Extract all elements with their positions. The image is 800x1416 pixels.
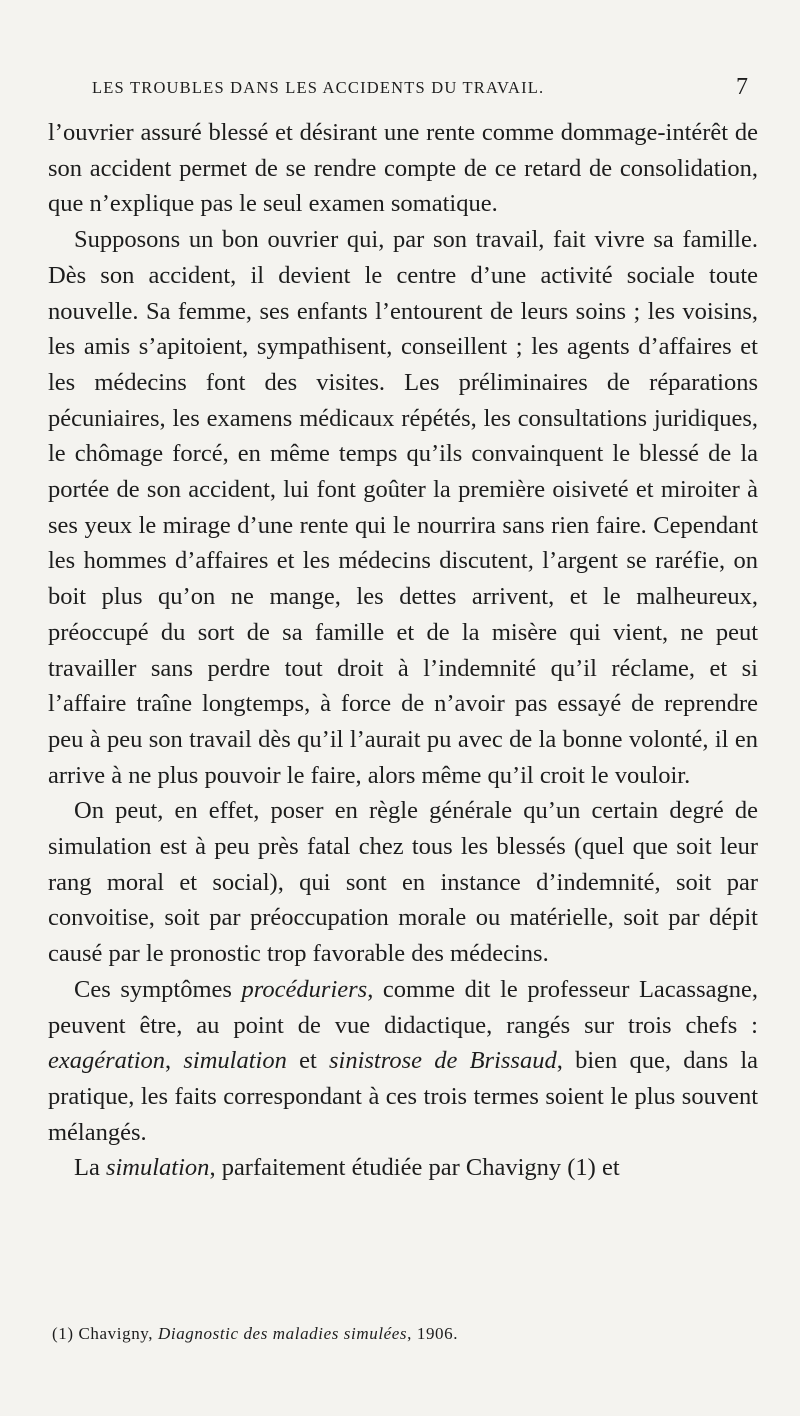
running-title: LES TROUBLES DANS LES ACCIDENTS DU TRAVAIL.: [92, 78, 545, 97]
paragraph: [48, 115, 758, 222]
paragraph: [48, 1150, 758, 1186]
paragraph: [48, 972, 758, 1151]
footnote-marker: (1): [52, 1324, 79, 1343]
footnote-author: Chavigny,: [78, 1324, 158, 1343]
text-run: , bien que, dans la pratique, les faits correspondant à ces trois termes soient le plus souvent mélangés.: [48, 1047, 759, 1146]
text-run: Supposons un bon ouvrier qui, par son travail, fait vivre sa famille. Dès son accident, il devient le centre d’une activité sociale toute nouvelle. Sa femme, ses enfants l’entourent de leurs soins ; les voisins, les amis s’apitoient, sympathisent, conseillent ; les agents d’affaires et les médecins font des visites. Les préliminaires de réparations pécuniaires, les examens médicaux répétés, les consultations juridiques, le chômage forcé, en même temps qu’ils convainquent le blessé de la portée de son accident, lui font goûter la première oisiveté et miroiter à ses yeux le mirage d’une rente qui le nourrira sans rien faire. Cependant les hommes d’affaires et les médecins discutent, l’argent se raréfie, on boit plus qu’on ne mange, les dettes arrivent, et le malheureux, préoccupé du sort de sa famille et de la misère qui vient, ne peut travailler sans perdre tout droit à l’indemnité qu’il réclame, et si l’affaire traîne longtemps, à force de n’avoir pas essayé de reprendre peu à peu son travail dès qu’il l’aurait pu avec de la bonne volonté, il en arrive à ne plus pouvoir le faire, alors même qu’il croit le vouloir.: [48, 226, 758, 789]
italic-term: exagération: [48, 1047, 166, 1075]
footnote: [52, 1324, 752, 1344]
text-run: Ces symptômes: [74, 975, 242, 1003]
page-number: 7: [736, 74, 748, 100]
italic-term: simulation: [183, 1047, 287, 1075]
paragraph: [48, 793, 758, 972]
italic-term: procéduriers: [241, 975, 368, 1003]
body-text: [48, 115, 758, 1186]
footnote-year: , 1906.: [407, 1324, 459, 1343]
text-run: et: [286, 1047, 329, 1075]
footnote-work-title: Diagnostic des maladies simulées: [158, 1324, 408, 1343]
paragraph: [48, 222, 758, 793]
text-run: ,: [165, 1047, 184, 1075]
text-run: l’ouvrier assuré blessé et désirant une rente comme dommage-intérêt de son accident permet de se rendre compte de ce retard de consolidation, que n’explique pas le seul examen somatique.: [48, 119, 758, 218]
text-run: , parfaitement étudiée par Chavigny (1) et: [209, 1154, 620, 1182]
italic-term: sinistrose de Brissaud: [329, 1047, 557, 1075]
text-run: , comme dit le professeur Lacassagne, peuvent être, au point de vue didactique, rangés sur trois chefs :: [48, 975, 758, 1039]
text-run: On peut, en effet, poser en règle générale qu’un certain degré de simulation est à peu près fatal chez tous les blessés (quel que soit leur rang moral et social), qui sont en instance d’indemnité, soit par convoitise, soit par préoccupation morale ou matérielle, soit par dépit causé par le pronostic trop favorable des médecins.: [48, 797, 758, 968]
italic-term: simulation: [105, 1154, 210, 1182]
text-run: La: [74, 1154, 106, 1182]
